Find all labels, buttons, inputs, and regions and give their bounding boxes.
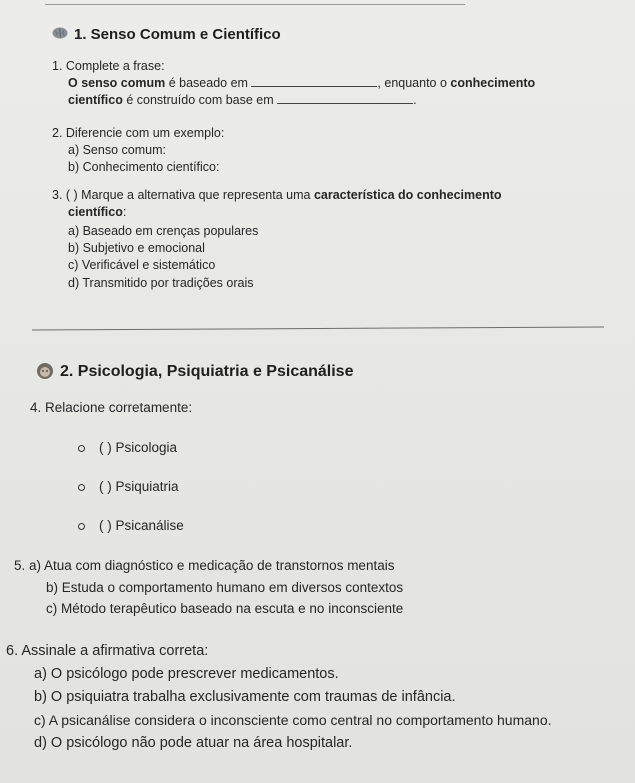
q6-option-c[interactable]: c) A psicanálise considera o inconsciente como central no comportamento humano. — [34, 712, 552, 728]
q4-item-psicanalise[interactable] — [78, 518, 184, 533]
q3-text: 3. ( ) Marque a alternativa que representa uma — [52, 188, 314, 202]
q1-text: é construído com base em — [122, 93, 278, 107]
q4-item-label: ( ) Psicologia — [99, 440, 178, 455]
q6-option-d[interactable]: d) O psicólogo não pode atuar na área hospitalar. — [34, 735, 353, 751]
q5-option-a: 5. a) Atua com diagnóstico e medicação de transtornos mentais — [14, 558, 395, 573]
q4-item-label: ( ) Psicanálise — [99, 518, 184, 533]
top-divider — [45, 4, 465, 5]
q1-term-conhecimento: conhecimento — [450, 76, 536, 90]
q4-item-psicologia[interactable] — [78, 440, 177, 455]
q1-line1 — [68, 76, 535, 90]
section-2-title: 2. Psicologia, Psiquiatria e Psicanálise — [60, 363, 354, 380]
q3-prompt-cont — [68, 205, 126, 219]
q2-option-b: b) Conhecimento científico: — [68, 160, 220, 174]
q2-prompt: 2. Diferencie com um exemplo: — [52, 126, 225, 140]
q1-term-cientifico: científico — [68, 93, 123, 107]
q4-prompt: 4. Relacione corretamente: — [30, 400, 193, 415]
q3-text: : — [122, 205, 127, 219]
q1-line2 — [68, 93, 417, 107]
bullet-icon — [78, 445, 85, 452]
q1-text: . — [413, 93, 417, 107]
q1-term-senso-comum: O senso comum — [68, 76, 166, 90]
q3-option-d[interactable]: d) Transmitido por tradições orais — [68, 276, 254, 290]
bullet-icon — [78, 484, 85, 491]
q2-option-a: a) Senso comum: — [68, 143, 166, 157]
q1-blank-2[interactable] — [277, 93, 413, 104]
bullet-icon — [78, 523, 85, 530]
q3-option-a[interactable]: a) Baseado em crenças populares — [68, 224, 259, 238]
q5-option-c: c) Método terapêutico baseado na escuta e no inconsciente — [46, 601, 404, 616]
q3-option-c[interactable]: c) Verificável e sistemático — [68, 258, 216, 272]
q1-text: é baseado em — [165, 76, 252, 90]
section-divider — [32, 327, 604, 331]
q1-blank-1[interactable] — [251, 76, 377, 87]
brain-icon — [52, 26, 68, 45]
q3-prompt — [52, 188, 502, 202]
face-icon — [36, 362, 54, 385]
q3-emphasis: característica do conhecimento — [313, 188, 502, 202]
q3-emphasis-2: científico — [68, 205, 123, 219]
q5-option-b: b) Estuda o comportamento humano em diversos contextos — [46, 580, 404, 595]
q4-item-psiquiatria[interactable] — [78, 479, 179, 494]
q3-option-b[interactable]: b) Subjetivo e emocional — [68, 241, 205, 255]
q4-item-label: ( ) Psiquiatria — [99, 479, 179, 494]
q6-option-a[interactable]: a) O psicólogo pode prescrever medicamentos. — [34, 666, 339, 682]
q6-option-b[interactable]: b) O psiquiatra trabalha exclusivamente com traumas de infância. — [34, 689, 456, 705]
q6-prompt: 6. Assinale a afirmativa correta: — [6, 643, 209, 659]
section-1-title: 1. Senso Comum e Científico — [74, 26, 281, 43]
q1-text: , enquanto o — [377, 76, 451, 90]
q1-prompt: 1. Complete a frase: — [52, 59, 165, 73]
